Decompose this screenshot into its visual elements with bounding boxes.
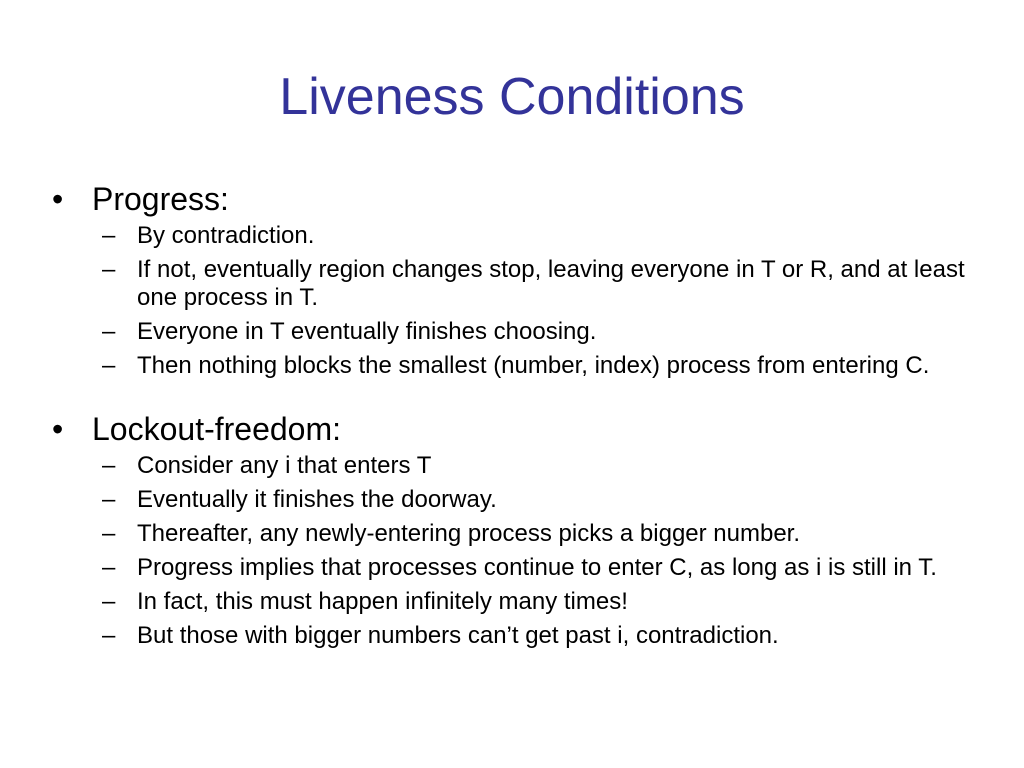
list-item-text: If not, eventually region changes stop, leaving everyone in T or R, and at least one process in T. [137, 256, 965, 311]
slide-title: Liveness Conditions [279, 68, 745, 126]
slide-body [52, 176, 992, 676]
dash-icon: – [102, 318, 116, 345]
list-item-text: Consider any i that enters T [137, 452, 432, 479]
dash-icon: – [102, 622, 116, 649]
bullet-icon: • [52, 181, 64, 217]
list-item-text: Thereafter, any newly-entering process picks a bigger number. [137, 520, 801, 547]
bullet-icon: • [52, 411, 64, 447]
list-item [102, 622, 992, 650]
list-item [102, 452, 992, 480]
list-item [102, 486, 992, 514]
dash-icon: – [102, 588, 116, 615]
list-item [102, 256, 992, 312]
section-heading: Progress: [92, 181, 229, 217]
bullet-item [52, 176, 992, 222]
list-item [102, 352, 992, 380]
dash-icon: – [102, 486, 116, 513]
list-item-text: But those with bigger numbers can’t get past i, contradiction. [137, 622, 779, 649]
list-item [102, 520, 992, 548]
list-item-text: Progress implies that processes continue to enter C, as long as i is still in T. [137, 554, 937, 581]
list-item [102, 588, 992, 616]
section-lockout-freedom [52, 406, 992, 650]
sub-list [52, 452, 992, 650]
section-progress [52, 176, 992, 380]
list-item [102, 554, 992, 582]
list-item-text: In fact, this must happen infinitely many times! [137, 588, 628, 615]
dash-icon: – [102, 256, 116, 283]
list-item-text: Then nothing blocks the smallest (number, index) process from entering C. [137, 352, 930, 379]
list-item-text: Everyone in T eventually finishes choosing. [137, 318, 597, 345]
dash-icon: – [102, 352, 116, 379]
list-item-text: By contradiction. [137, 222, 315, 249]
dash-icon: – [102, 452, 116, 479]
list-item [102, 318, 992, 346]
bullet-item [52, 406, 992, 452]
sub-list [52, 222, 992, 380]
list-item [102, 222, 992, 250]
section-heading: Lockout-freedom: [92, 411, 342, 447]
dash-icon: – [102, 222, 116, 249]
list-item-text: Eventually it finishes the doorway. [137, 486, 497, 513]
dash-icon: – [102, 554, 116, 581]
dash-icon: – [102, 520, 116, 547]
